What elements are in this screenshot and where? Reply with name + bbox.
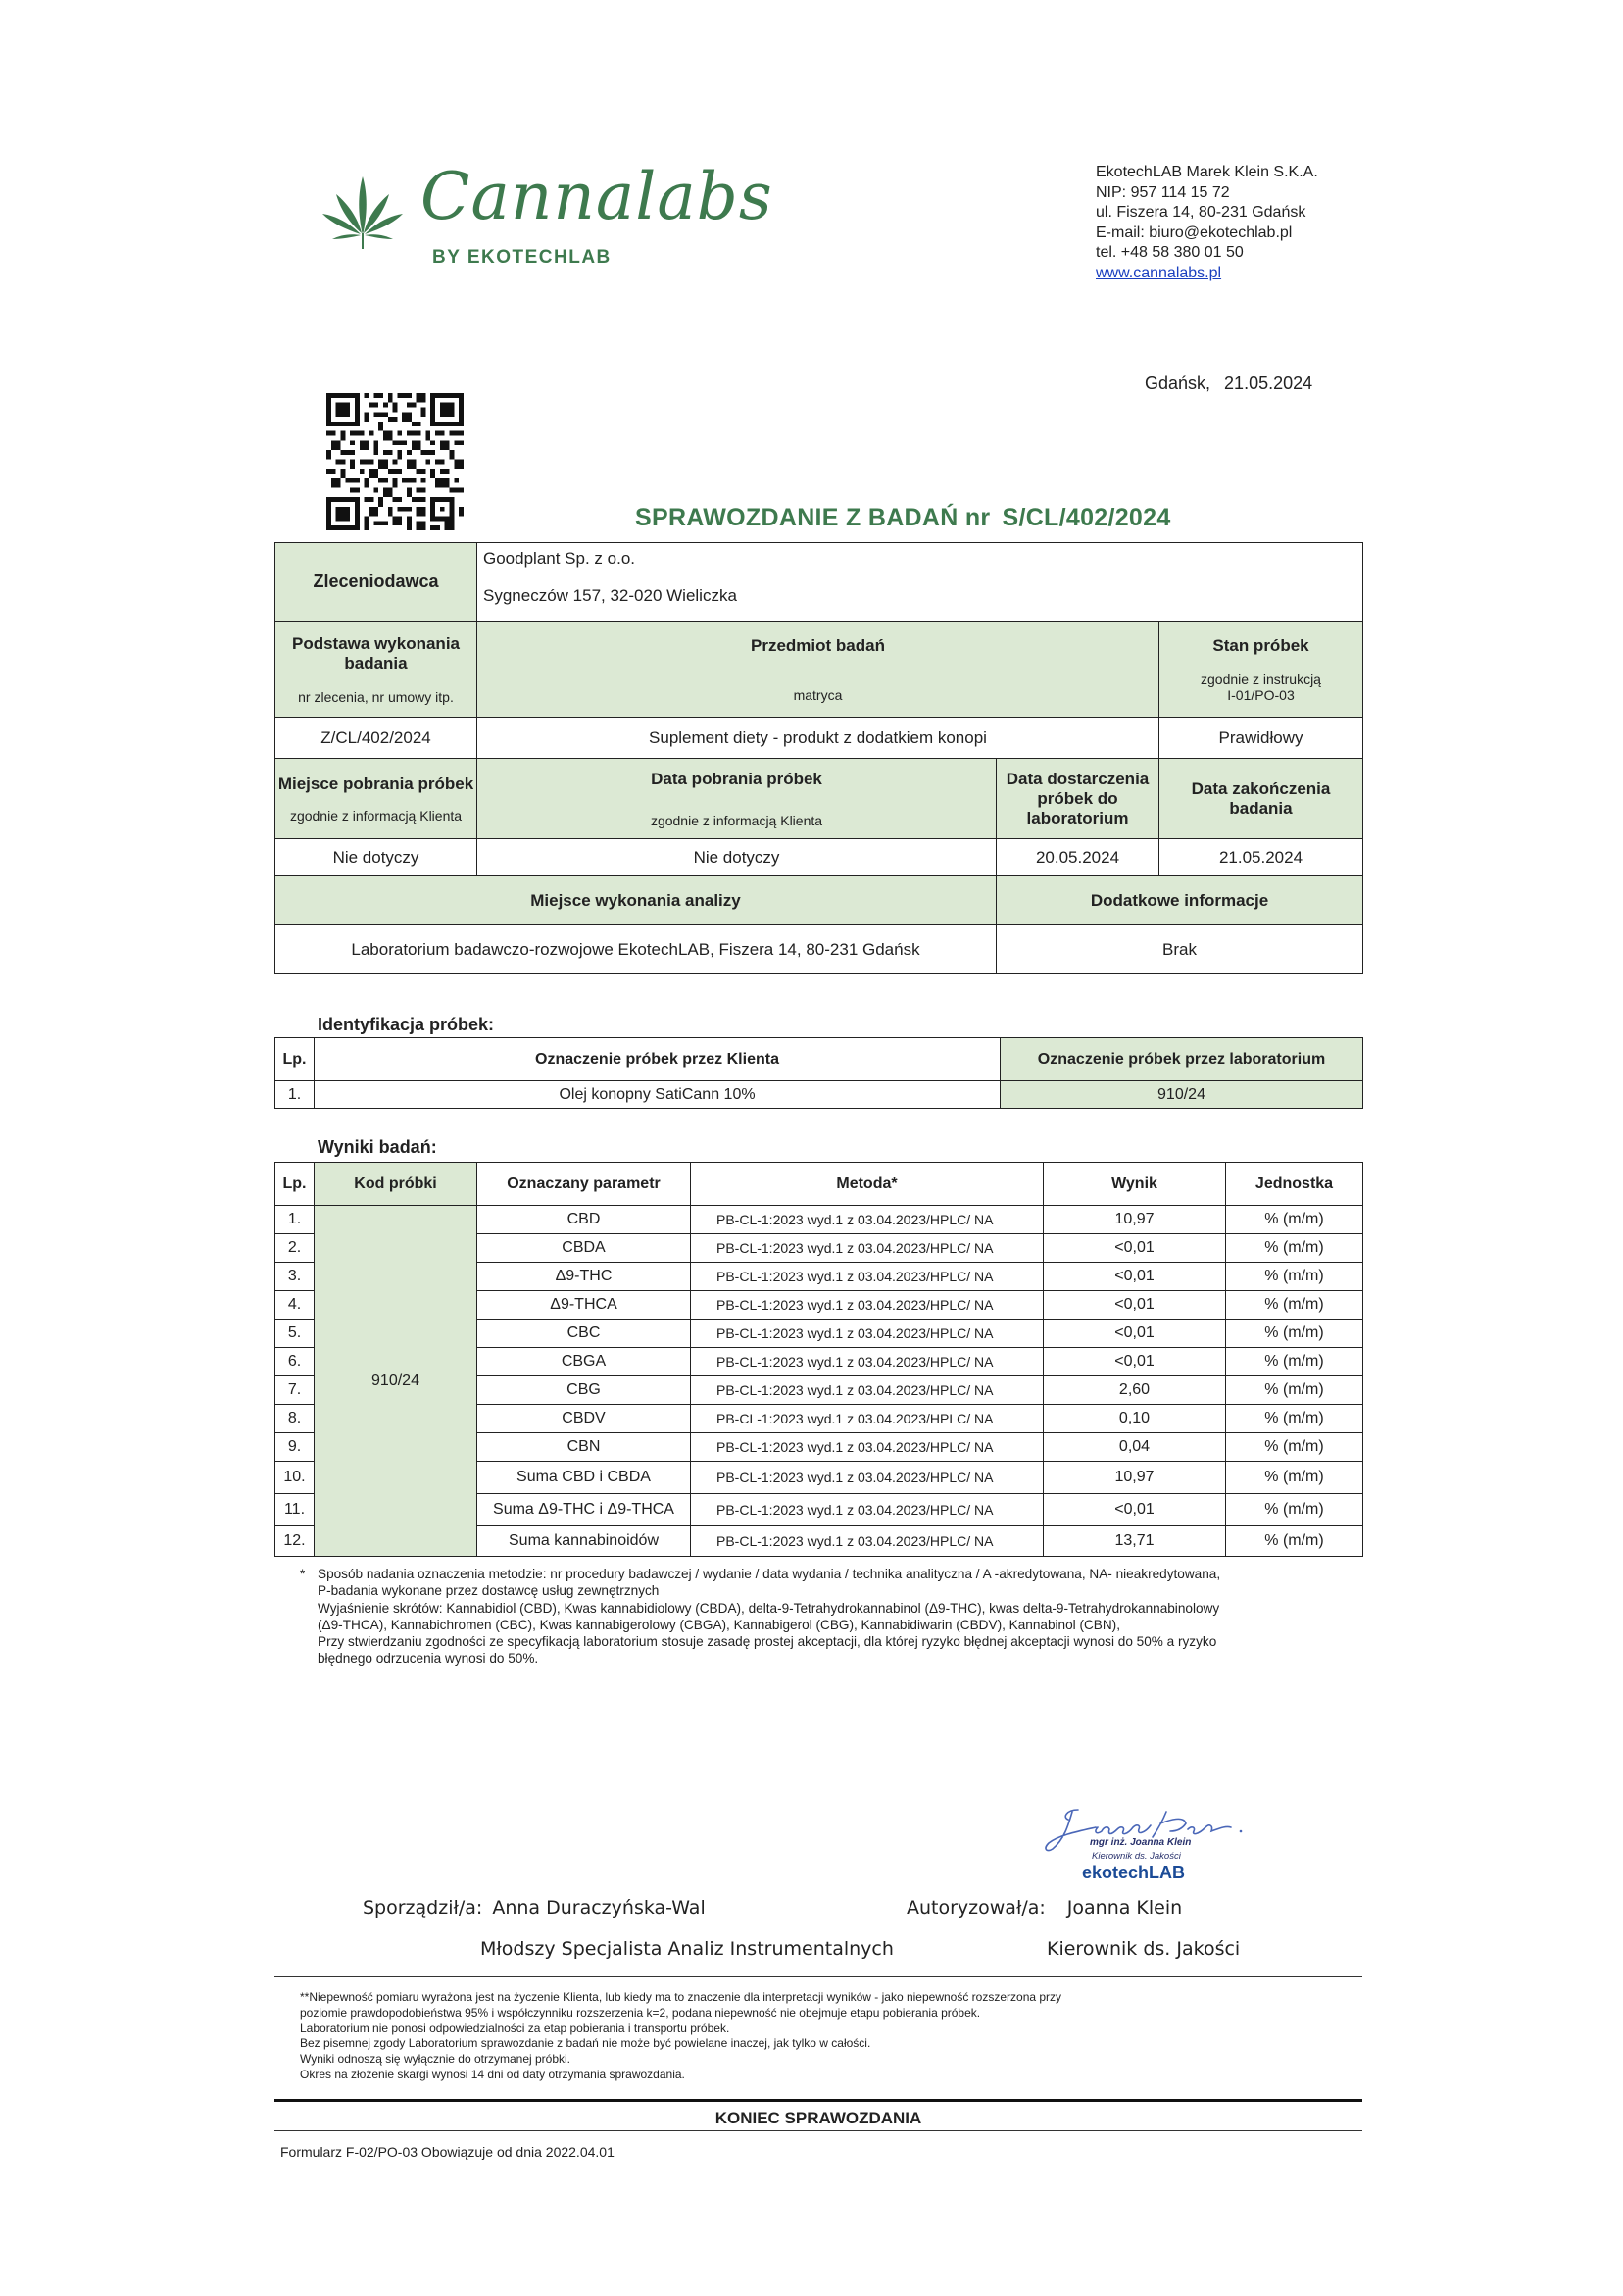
divider (274, 2130, 1362, 2131)
row-lp: 7. (275, 1376, 315, 1405)
row-unit: % (m/m) (1226, 1494, 1363, 1526)
row-method: PB-CL-1:2023 wyd.1 z 03.04.2023/HPLC/ NA (691, 1462, 1044, 1494)
company-name: EkotechLAB Marek Klein S.K.A. (1096, 164, 1318, 180)
stamp-name: mgr inż. Joanna Klein (1090, 1837, 1192, 1848)
subject-sub: matryca (793, 686, 843, 703)
note-line: P-badania wykonane przez dostawcę usług zewnętrznych (318, 1583, 660, 1599)
row-lp: 6. (275, 1348, 315, 1376)
results-header-result: Wynik (1044, 1163, 1226, 1206)
state-header (1159, 622, 1363, 718)
id-header-lp: Lp. (275, 1038, 315, 1081)
state-sub: zgodnie z instrukcją I-01/PO-03 (1201, 671, 1321, 703)
company-phone: tel. +48 58 380 01 50 (1096, 244, 1244, 261)
report-title (635, 504, 1171, 532)
sampling-place-header (275, 759, 477, 839)
note-line: Sposób nadania oznaczenia metodzie: nr procedury badawczej / wydanie / data wydania / technika analityczna / A -akredytowana, NA- nieakredytowana, (318, 1567, 1221, 1581)
logo-wordmark: Cannalabs (420, 159, 773, 234)
row-param: CBN (477, 1433, 691, 1462)
row-unit: % (m/m) (1226, 1462, 1363, 1494)
row-lp: 11. (275, 1494, 315, 1526)
id-header-client: Oznaczenie próbek przez Klienta (315, 1038, 1001, 1081)
place-date (1145, 374, 1312, 394)
additional-info-label: Dodatkowe informacje (997, 876, 1363, 925)
row-method: PB-CL-1:2023 wyd.1 z 03.04.2023/HPLC/ NA (691, 1320, 1044, 1348)
client-name: Goodplant Sp. z o.o. (483, 549, 635, 568)
place: Gdańsk, (1145, 374, 1211, 393)
report-title-label: SPRAWOZDANIE Z BADAŃ nr (635, 504, 991, 531)
prepared-label: Sporządził/a: (363, 1897, 483, 1919)
row-result: <0,01 (1044, 1348, 1226, 1376)
row-param: CBC (477, 1320, 691, 1348)
subject-label: Przedmiot badań (751, 635, 885, 655)
authorized-by (907, 1887, 1240, 1970)
row-param: Δ9-THC (477, 1263, 691, 1291)
sample-code: 910/24 (315, 1206, 477, 1557)
results-table (274, 1162, 1363, 1557)
id-header-lab: Oznaczenie próbek przez laboratorium (1001, 1038, 1363, 1081)
basis-header (275, 622, 477, 718)
sampling-place-sub: zgodnie z informacją Klienta (289, 807, 463, 824)
delivery-date-label: Data dostarczenia próbek do laboratorium (997, 759, 1159, 839)
delivery-date-value: 20.05.2024 (997, 839, 1159, 876)
subject-value: Suplement diety - produkt z dodatkiem konopi (477, 718, 1159, 759)
stamp-role: Kierownik ds. Jakości (1092, 1851, 1181, 1862)
row-param: CBDA (477, 1234, 691, 1263)
row-lp: 3. (275, 1263, 315, 1291)
client-address: Sygneczów 157, 32-020 Wieliczka (483, 586, 737, 605)
footnote-line: Okres na złożenie skargi wynosi 14 dni od daty otrzymania sprawozdania. (300, 2067, 685, 2081)
row-method: PB-CL-1:2023 wyd.1 z 03.04.2023/HPLC/ NA (691, 1494, 1044, 1526)
row-result: <0,01 (1044, 1291, 1226, 1320)
basis-label: Podstawa wykonania badania (292, 633, 460, 673)
row-lp: 9. (275, 1433, 315, 1462)
stamp-brand: ekotechLAB (1082, 1863, 1186, 1882)
results-title: Wyniki badań: (318, 1137, 437, 1157)
sampling-date-sub: zgodnie z informacją Klienta (650, 812, 823, 828)
row-result: 13,71 (1044, 1526, 1226, 1557)
company-website-link[interactable]: www.cannalabs.pl (1096, 264, 1222, 281)
row-lp: 5. (275, 1320, 315, 1348)
footnote-line: poziomie prawdopodobieństwa 95% i współczynniku rozszerzenia k=2, podana niepewność nie obejmuje etapu pobierania próbek. (300, 2005, 981, 2020)
row-lp: 1. (275, 1206, 315, 1234)
cannabis-leaf-icon (319, 175, 407, 253)
results-header-unit: Jednostka (1226, 1163, 1363, 1206)
analysis-place-value: Laboratorium badawczo-rozwojowe EkotechLAB, Fiszera 14, 80-231 Gdańsk (275, 925, 997, 974)
note-line: (Δ9-THCA), Kannabichromen (CBC), Kwas kannabigerolowy (CBGA), Kannabigerol (CBG), Kannabidiwarin (CBDV), Kannabinol (CBN), (318, 1617, 1120, 1632)
identification-table (274, 1037, 1363, 1109)
client-details (477, 543, 1363, 622)
results-header-lp: Lp. (275, 1163, 315, 1206)
sampling-date-label: Data pobrania próbek (651, 769, 822, 788)
row-result: <0,01 (1044, 1320, 1226, 1348)
row-method: PB-CL-1:2023 wyd.1 z 03.04.2023/HPLC/ NA (691, 1234, 1044, 1263)
row-result: 0,10 (1044, 1405, 1226, 1433)
company-email: E-mail: biuro@ekotechlab.pl (1096, 224, 1293, 241)
sampling-date-value: Nie dotyczy (477, 839, 997, 876)
row-result: 2,60 (1044, 1376, 1226, 1405)
row-result: 10,97 (1044, 1206, 1226, 1234)
row-lp: 10. (275, 1462, 315, 1494)
analysis-place-label: Miejsce wykonania analizy (275, 876, 997, 925)
cannalabs-logo (319, 159, 773, 282)
identification-title: Identyfikacja próbek: (318, 1015, 495, 1034)
prepared-name: Anna Duraczyńska-Wal (492, 1897, 706, 1919)
row-method: PB-CL-1:2023 wyd.1 z 03.04.2023/HPLC/ NA (691, 1348, 1044, 1376)
divider (274, 2099, 1362, 2102)
row-method: PB-CL-1:2023 wyd.1 z 03.04.2023/HPLC/ NA (691, 1263, 1044, 1291)
qr-code-icon (326, 393, 464, 530)
row-unit: % (m/m) (1226, 1206, 1363, 1234)
row-unit: % (m/m) (1226, 1234, 1363, 1263)
row-param: CBG (477, 1376, 691, 1405)
row-unit: % (m/m) (1226, 1348, 1363, 1376)
state-label: Stan próbek (1212, 635, 1309, 655)
method-notes (300, 1566, 1368, 1668)
row-result: <0,01 (1044, 1234, 1226, 1263)
report-info-table (274, 542, 1363, 974)
id-client-code: Olej konopny SatiCann 10% (315, 1081, 1001, 1109)
results-header-param: Oznaczany parametr (477, 1163, 691, 1206)
row-param: Suma kannabinoidów (477, 1526, 691, 1557)
additional-info-value: Brak (997, 925, 1363, 974)
id-lab-code: 910/24 (1001, 1081, 1363, 1109)
results-header-sample: Kod próbki (315, 1163, 477, 1206)
row-param: Suma CBD i CBDA (477, 1462, 691, 1494)
row-method: PB-CL-1:2023 wyd.1 z 03.04.2023/HPLC/ NA (691, 1206, 1044, 1234)
row-unit: % (m/m) (1226, 1376, 1363, 1405)
row-method: PB-CL-1:2023 wyd.1 z 03.04.2023/HPLC/ NA (691, 1526, 1044, 1557)
prepared-by (363, 1887, 894, 1970)
basis-value: Z/CL/402/2024 (275, 718, 477, 759)
end-date-value: 21.05.2024 (1159, 839, 1363, 876)
row-method: PB-CL-1:2023 wyd.1 z 03.04.2023/HPLC/ NA (691, 1433, 1044, 1462)
state-value: Prawidłowy (1159, 718, 1363, 759)
authorized-label: Autoryzował/a: (907, 1897, 1046, 1919)
row-unit: % (m/m) (1226, 1405, 1363, 1433)
row-unit: % (m/m) (1226, 1320, 1363, 1348)
row-lp: 12. (275, 1526, 315, 1557)
note-line: błędnego odrzucenia wynosi do 50%. (318, 1651, 539, 1667)
footnote-line: Laboratorium nie ponosi odpowiedzialności za etap pobierania i transportu próbek. (300, 2021, 730, 2035)
form-reference: Formularz F-02/PO-03 Obowiązuje od dnia 2022.04.01 (280, 2144, 615, 2160)
report-number: S/CL/402/2024 (1002, 504, 1171, 531)
row-result: <0,01 (1044, 1263, 1226, 1291)
row-param: CBGA (477, 1348, 691, 1376)
authorized-name: Joanna Klein (1066, 1897, 1183, 1919)
company-nip: NIP: 957 114 15 72 (1096, 183, 1230, 201)
basis-sub: nr zlecenia, nr umowy itp. (298, 688, 454, 705)
row-result: <0,01 (1044, 1494, 1226, 1526)
company-info (1096, 163, 1318, 283)
note-line: Wyjaśnienie skrótów: Kannabidiol (CBD), Kwas kannabidiolowy (CBDA), delta-9-Tetrahydrokannabinol (Δ9-THC), kwas delta-9-Tetrahydrokannabinolowy (318, 1600, 1220, 1616)
prepared-title: Młodszy Specjalista Analiz Instrumentalnych (480, 1938, 894, 1960)
footnote-line: **Niepewność pomiaru wyrażona jest na życzenie Klienta, lub kiedy ma to znaczenie dla interpretacji wyników - jako niepewność rozszerzona przy (300, 1990, 1062, 2004)
sampling-place-label: Miejsce pobrania próbek (277, 774, 474, 793)
report-date: 21.05.2024 (1224, 374, 1313, 393)
row-lp: 4. (275, 1291, 315, 1320)
results-header-method: Metoda* (691, 1163, 1044, 1206)
row-unit: % (m/m) (1226, 1526, 1363, 1557)
row-unit: % (m/m) (1226, 1263, 1363, 1291)
footnote-line: Bez pisemnej zgody Laboratorium sprawozdanie z badań nie może być powielane inaczej, jak tylko w całości. (300, 2036, 871, 2051)
client-label: Zleceniodawca (275, 543, 477, 622)
row-lp: 2. (275, 1234, 315, 1263)
row-param: Δ9-THCA (477, 1291, 691, 1320)
row-param: Suma Δ9-THC i Δ9-THCA (477, 1494, 691, 1526)
row-method: PB-CL-1:2023 wyd.1 z 03.04.2023/HPLC/ NA (691, 1291, 1044, 1320)
row-result: 0,04 (1044, 1433, 1226, 1462)
end-of-report: KONIEC SPRAWOZDANIA (714, 2109, 922, 2127)
sampling-place-value: Nie dotyczy (275, 839, 477, 876)
row-unit: % (m/m) (1226, 1433, 1363, 1462)
footnote-line: Wyniki odnoszą się wyłącznie do otrzymanej próbki. (300, 2052, 571, 2067)
authorized-title: Kierownik ds. Jakości (1047, 1938, 1241, 1960)
company-address: ul. Fiszera 14, 80-231 Gdańsk (1096, 204, 1306, 221)
subject-header (477, 622, 1159, 718)
row-param: CBDV (477, 1405, 691, 1433)
end-date-label: Data zakończenia badania (1159, 759, 1363, 839)
logo-subtitle: BY EKOTECHLAB (432, 247, 612, 268)
footnote (300, 1990, 1358, 2083)
row-lp: 8. (275, 1405, 315, 1433)
row-method: PB-CL-1:2023 wyd.1 z 03.04.2023/HPLC/ NA (691, 1376, 1044, 1405)
note-line: Przy stwierdzaniu zgodności ze specyfikacją laboratorium stosuje zasadę prostej akceptacji, dla której ryzyko błędnej akceptacji wynosi do 50% a ryzyko (318, 1634, 1217, 1650)
sampling-date-header (477, 759, 997, 839)
table-row (275, 1081, 1363, 1109)
note-star: * (300, 1567, 306, 1581)
divider (274, 1976, 1362, 1977)
row-result: 10,97 (1044, 1462, 1226, 1494)
table-row (275, 1206, 1363, 1234)
row-unit: % (m/m) (1226, 1291, 1363, 1320)
row-param: CBD (477, 1206, 691, 1234)
row-method: PB-CL-1:2023 wyd.1 z 03.04.2023/HPLC/ NA (691, 1405, 1044, 1433)
id-lp: 1. (275, 1081, 315, 1109)
